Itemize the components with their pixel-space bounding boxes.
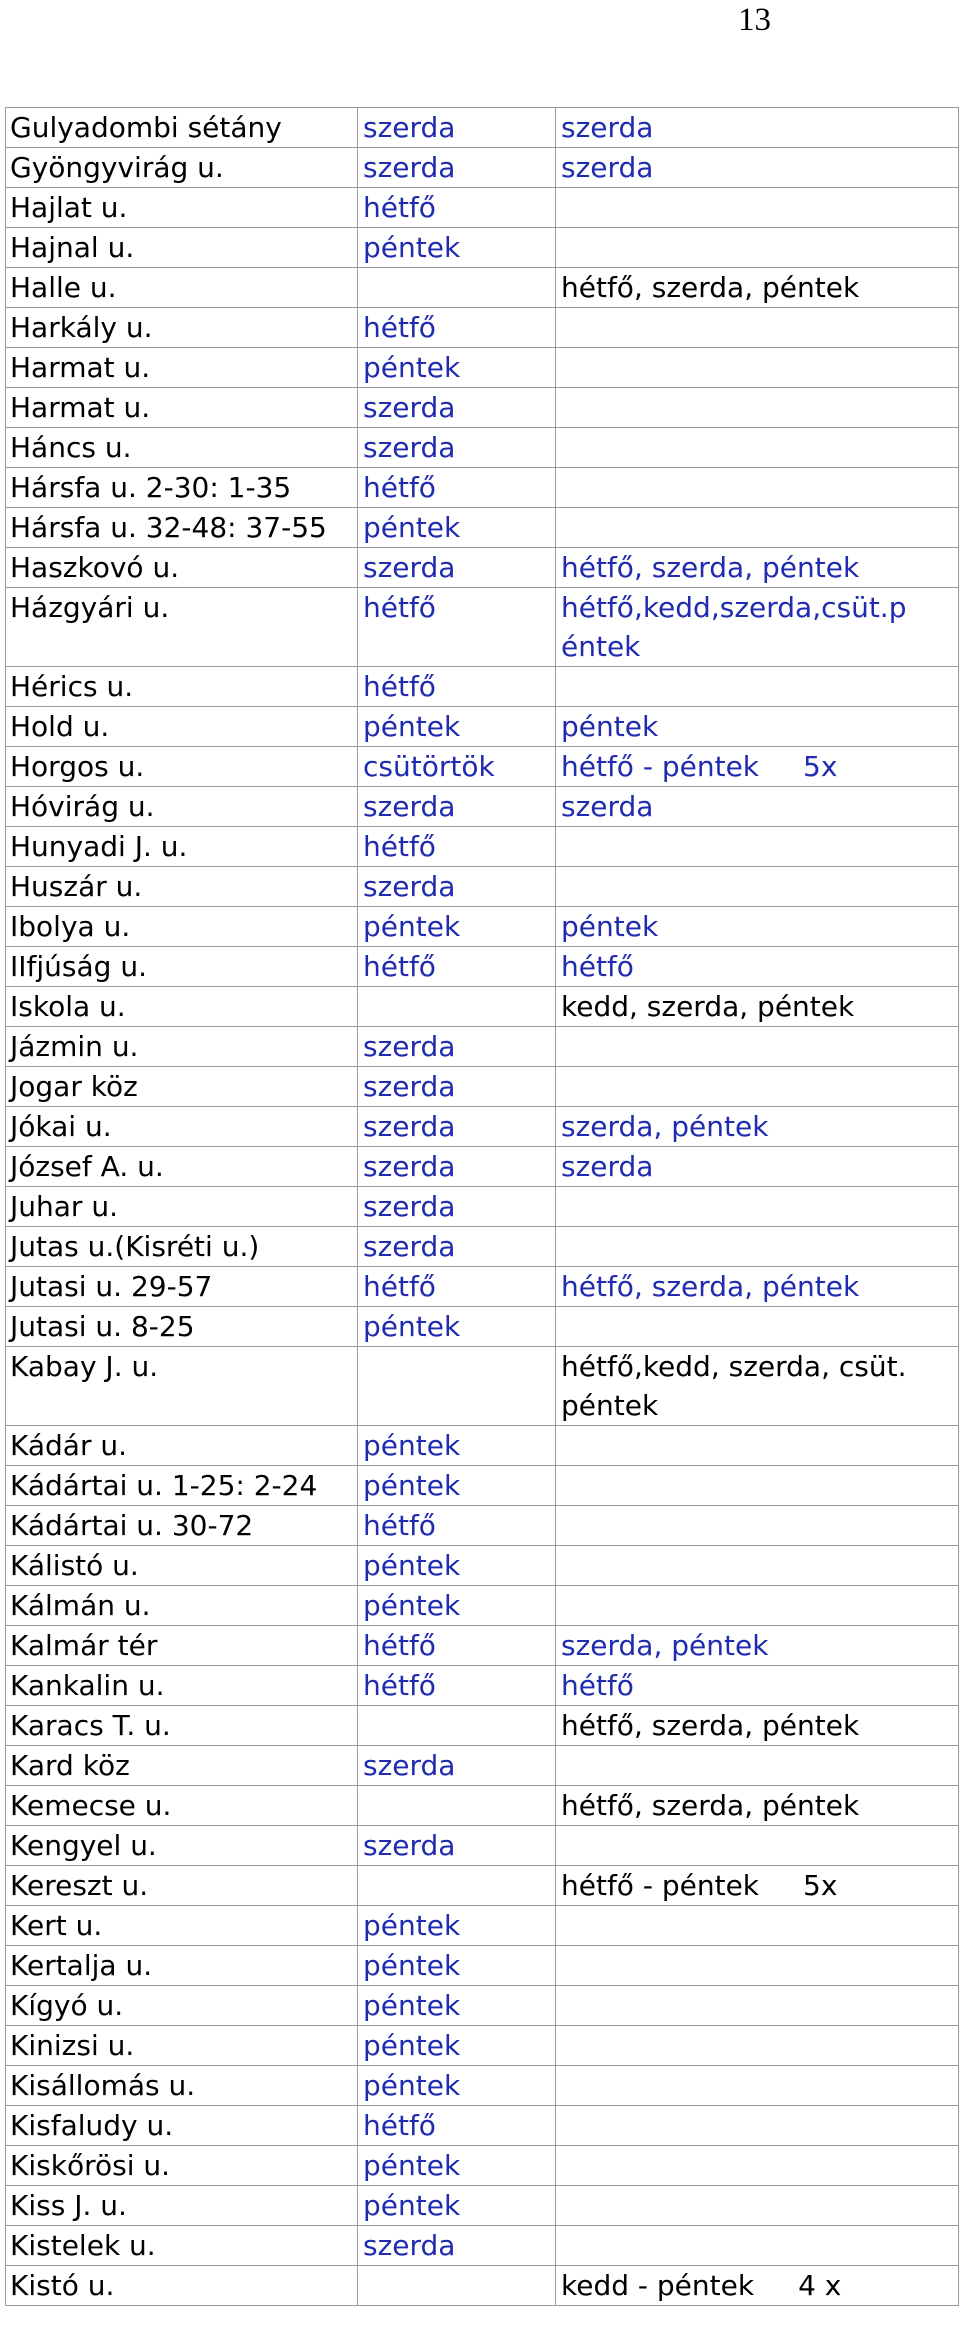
secondary-days-cell <box>556 308 959 348</box>
primary-day-cell: péntek <box>358 1906 556 1946</box>
frequency-note: 4 x <box>798 2269 842 2302</box>
secondary-days-cell <box>556 428 959 468</box>
secondary-days-cell <box>556 1347 959 1426</box>
schedule-body <box>6 108 959 2306</box>
secondary-days-cell <box>556 268 959 308</box>
primary-day-cell: péntek <box>358 2066 556 2106</box>
street-name-cell: Huszár u. <box>6 867 358 907</box>
secondary-days-text: szerda <box>561 790 654 823</box>
table-row <box>6 2186 959 2226</box>
secondary-days-text: hétfő, szerda, péntek <box>561 271 860 304</box>
table-row <box>6 827 959 867</box>
street-name-cell: Gyöngyvirág u. <box>6 148 358 188</box>
primary-day-cell <box>358 1706 556 1746</box>
secondary-days-cell <box>556 2026 959 2066</box>
secondary-days-cell <box>556 1866 959 1906</box>
street-name-cell: Hóvirág u. <box>6 787 358 827</box>
table-row <box>6 1746 959 1786</box>
secondary-days-cell <box>556 1786 959 1826</box>
street-name-cell: Jázmin u. <box>6 1027 358 1067</box>
secondary-days-cell <box>556 667 959 707</box>
secondary-days-text: szerda <box>561 1150 654 1183</box>
primary-day-cell: szerda <box>358 2226 556 2266</box>
secondary-days-cell <box>556 108 959 148</box>
secondary-days-cell <box>556 1946 959 1986</box>
secondary-days-cell <box>556 707 959 747</box>
secondary-days-text: hétfő - péntek <box>561 1869 760 1902</box>
secondary-days-cell <box>556 228 959 268</box>
street-name-cell: Horgos u. <box>6 747 358 787</box>
primary-day-cell: szerda <box>358 1187 556 1227</box>
table-row <box>6 1946 959 1986</box>
secondary-days-cell <box>556 1626 959 1666</box>
table-row <box>6 2026 959 2066</box>
street-name-cell: Hajlat u. <box>6 188 358 228</box>
primary-day-cell: hétfő <box>358 1506 556 1546</box>
secondary-days-text: hétfő, szerda, péntek <box>561 1270 860 1303</box>
street-name-cell: Jutasi u. 8-25 <box>6 1307 358 1347</box>
table-row <box>6 1267 959 1307</box>
primary-day-cell: hétfő <box>358 588 556 667</box>
street-name-cell: Kistó u. <box>6 2266 358 2306</box>
secondary-days-text: kedd - péntek <box>561 2269 755 2302</box>
primary-day-cell: hétfő <box>358 468 556 508</box>
street-name-cell: Ibolya u. <box>6 907 358 947</box>
street-name-cell: Kereszt u. <box>6 1866 358 1906</box>
table-row <box>6 1067 959 1107</box>
street-name-cell: Jutasi u. 29-57 <box>6 1267 358 1307</box>
street-name-cell: Kertalja u. <box>6 1946 358 1986</box>
street-name-cell: Kalmár tér <box>6 1626 358 1666</box>
secondary-days-cell <box>556 2066 959 2106</box>
street-name-cell: Hérics u. <box>6 667 358 707</box>
street-name-cell: Juhar u. <box>6 1187 358 1227</box>
secondary-days-cell <box>556 1187 959 1227</box>
street-name-cell: Kálistó u. <box>6 1546 358 1586</box>
street-name-cell: Kádártai u. 1-25: 2-24 <box>6 1466 358 1506</box>
street-name-cell: József A. u. <box>6 1147 358 1187</box>
table-row <box>6 1826 959 1866</box>
secondary-days-text: hétfő - péntek <box>561 750 760 783</box>
secondary-days-cell <box>556 2146 959 2186</box>
primary-day-cell: szerda <box>358 1067 556 1107</box>
primary-day-cell: hétfő <box>358 2106 556 2146</box>
primary-day-cell: péntek <box>358 1307 556 1347</box>
table-row <box>6 1906 959 1946</box>
table-row <box>6 987 959 1027</box>
primary-day-cell: hétfő <box>358 1626 556 1666</box>
table-row <box>6 1347 959 1426</box>
street-name-cell: Kádár u. <box>6 1426 358 1466</box>
frequency-note: 5x <box>803 1869 838 1902</box>
street-name-cell: Harmat u. <box>6 348 358 388</box>
table-row <box>6 1107 959 1147</box>
primary-day-cell: szerda <box>358 1826 556 1866</box>
primary-day-cell: péntek <box>358 907 556 947</box>
secondary-days-cell <box>556 1906 959 1946</box>
secondary-days-cell <box>556 867 959 907</box>
secondary-days-cell <box>556 1107 959 1147</box>
primary-day-cell: szerda <box>358 428 556 468</box>
secondary-days-text: szerda, péntek <box>561 1110 769 1143</box>
table-row <box>6 108 959 148</box>
primary-day-cell: hétfő <box>358 667 556 707</box>
table-row <box>6 2266 959 2306</box>
table-row <box>6 667 959 707</box>
secondary-days-cell <box>556 1746 959 1786</box>
secondary-days-cell <box>556 1426 959 1466</box>
street-name-cell: Kistelek u. <box>6 2226 358 2266</box>
street-name-cell: Kiss J. u. <box>6 2186 358 2226</box>
table-row <box>6 947 959 987</box>
primary-day-cell: hétfő <box>358 827 556 867</box>
secondary-days-cell <box>556 827 959 867</box>
primary-day-cell: hétfő <box>358 947 556 987</box>
secondary-days-cell <box>556 1307 959 1347</box>
street-name-cell: Kengyel u. <box>6 1826 358 1866</box>
secondary-days-cell <box>556 1027 959 1067</box>
primary-day-cell <box>358 2266 556 2306</box>
table-row <box>6 1546 959 1586</box>
secondary-days-text: hétfő <box>561 1669 634 1702</box>
primary-day-cell: péntek <box>358 2146 556 2186</box>
table-row <box>6 1426 959 1466</box>
primary-day-cell: péntek <box>358 2186 556 2226</box>
table-row <box>6 1586 959 1626</box>
primary-day-cell: szerda <box>358 108 556 148</box>
table-row <box>6 747 959 787</box>
street-name-cell: Házgyári u. <box>6 588 358 667</box>
primary-day-cell <box>358 268 556 308</box>
table-row <box>6 907 959 947</box>
street-name-cell: Karacs T. u. <box>6 1706 358 1746</box>
secondary-days-cell <box>556 2106 959 2146</box>
secondary-days-text: szerda <box>561 111 654 144</box>
table-row <box>6 1866 959 1906</box>
table-row <box>6 268 959 308</box>
table-row <box>6 588 959 667</box>
primary-day-cell: hétfő <box>358 188 556 228</box>
primary-day-cell: péntek <box>358 1546 556 1586</box>
table-row <box>6 308 959 348</box>
table-row <box>6 1666 959 1706</box>
secondary-days-cell <box>556 1666 959 1706</box>
primary-day-cell <box>358 987 556 1027</box>
secondary-days-cell <box>556 2266 959 2306</box>
secondary-days-cell <box>556 148 959 188</box>
table-row <box>6 508 959 548</box>
secondary-days-cell <box>556 548 959 588</box>
primary-day-cell: péntek <box>358 1946 556 1986</box>
secondary-days-text: szerda <box>561 151 654 184</box>
street-name-cell: Kabay J. u. <box>6 1347 358 1426</box>
secondary-days-cell <box>556 1986 959 2026</box>
secondary-days-text: hétfő, szerda, péntek <box>561 551 860 584</box>
secondary-days-cell <box>556 1506 959 1546</box>
table-row <box>6 2106 959 2146</box>
collection-schedule-table <box>5 107 959 2306</box>
table-row <box>6 1506 959 1546</box>
table-row <box>6 1626 959 1666</box>
primary-day-cell: csütörtök <box>358 747 556 787</box>
street-name-cell: Iskola u. <box>6 987 358 1027</box>
secondary-days-cell <box>556 1586 959 1626</box>
table-row <box>6 787 959 827</box>
primary-day-cell: szerda <box>358 787 556 827</box>
street-name-cell: Hársfa u. 32-48: 37-55 <box>6 508 358 548</box>
primary-day-cell: szerda <box>358 1147 556 1187</box>
secondary-days-cell <box>556 388 959 428</box>
secondary-days-cell <box>556 588 959 667</box>
primary-day-cell: hétfő <box>358 1267 556 1307</box>
secondary-days-text: hétfő <box>561 950 634 983</box>
secondary-days-cell <box>556 947 959 987</box>
street-name-cell: Kígyó u. <box>6 1986 358 2026</box>
primary-day-cell: szerda <box>358 388 556 428</box>
primary-day-cell: szerda <box>358 867 556 907</box>
street-name-cell: Kiskőrösi u. <box>6 2146 358 2186</box>
secondary-days-text: hétfő, szerda, péntek <box>561 1709 860 1742</box>
table-row <box>6 2066 959 2106</box>
street-name-cell: Kádártai u. 30-72 <box>6 1506 358 1546</box>
street-name-cell: Kálmán u. <box>6 1586 358 1626</box>
primary-day-cell: szerda <box>358 1746 556 1786</box>
primary-day-cell: péntek <box>358 2026 556 2066</box>
street-name-cell: Hunyadi J. u. <box>6 827 358 867</box>
street-name-cell: Hársfa u. 2-30: 1-35 <box>6 468 358 508</box>
primary-day-cell: péntek <box>358 1586 556 1626</box>
page-number: 13 <box>738 2 771 38</box>
secondary-days-text: hétfő,kedd, szerda, csüt. péntek <box>561 1350 907 1422</box>
primary-day-cell <box>358 1347 556 1426</box>
primary-day-cell: péntek <box>358 508 556 548</box>
table-row <box>6 348 959 388</box>
table-row <box>6 388 959 428</box>
street-name-cell: Kemecse u. <box>6 1786 358 1826</box>
table-row <box>6 148 959 188</box>
table-row <box>6 1706 959 1746</box>
primary-day-cell: péntek <box>358 707 556 747</box>
street-name-cell: Hajnal u. <box>6 228 358 268</box>
street-name-cell: Jutas u.(Kisréti u.) <box>6 1227 358 1267</box>
table-row <box>6 1307 959 1347</box>
street-name-cell: Jókai u. <box>6 1107 358 1147</box>
secondary-days-text: kedd, szerda, péntek <box>561 990 855 1023</box>
secondary-days-cell <box>556 468 959 508</box>
primary-day-cell: szerda <box>358 1027 556 1067</box>
street-name-cell: Harmat u. <box>6 388 358 428</box>
table-row <box>6 428 959 468</box>
secondary-days-cell <box>556 1826 959 1866</box>
table-row <box>6 1147 959 1187</box>
table-row <box>6 1986 959 2026</box>
frequency-note: 5x <box>803 750 838 783</box>
primary-day-cell: szerda <box>358 148 556 188</box>
street-name-cell: Kisfaludy u. <box>6 2106 358 2146</box>
secondary-days-cell <box>556 747 959 787</box>
primary-day-cell <box>358 1866 556 1906</box>
street-name-cell: Kisállomás u. <box>6 2066 358 2106</box>
table-row <box>6 548 959 588</box>
secondary-days-cell <box>556 508 959 548</box>
secondary-days-cell <box>556 2226 959 2266</box>
street-name-cell: Haszkovó u. <box>6 548 358 588</box>
table-row <box>6 468 959 508</box>
secondary-days-cell <box>556 1546 959 1586</box>
street-name-cell: Halle u. <box>6 268 358 308</box>
secondary-days-cell <box>556 1067 959 1107</box>
table-row <box>6 1027 959 1067</box>
secondary-days-cell <box>556 1466 959 1506</box>
primary-day-cell: péntek <box>358 348 556 388</box>
street-name-cell: Háncs u. <box>6 428 358 468</box>
secondary-days-text: péntek <box>561 910 659 943</box>
primary-day-cell: hétfő <box>358 308 556 348</box>
secondary-days-cell <box>556 907 959 947</box>
table-row <box>6 867 959 907</box>
secondary-days-cell <box>556 787 959 827</box>
street-name-cell: Jogar köz <box>6 1067 358 1107</box>
secondary-days-text: hétfő, szerda, péntek <box>561 1789 860 1822</box>
table-row <box>6 1466 959 1506</box>
table-row <box>6 707 959 747</box>
table-row <box>6 1786 959 1826</box>
primary-day-cell: szerda <box>358 548 556 588</box>
table-row <box>6 2146 959 2186</box>
table-row <box>6 1227 959 1267</box>
street-name-cell: Kankalin u. <box>6 1666 358 1706</box>
secondary-days-cell <box>556 1267 959 1307</box>
street-name-cell: Kard köz <box>6 1746 358 1786</box>
secondary-days-cell <box>556 2186 959 2226</box>
secondary-days-cell <box>556 1147 959 1187</box>
primary-day-cell: hétfő <box>358 1666 556 1706</box>
street-name-cell: Kert u. <box>6 1906 358 1946</box>
primary-day-cell: péntek <box>358 228 556 268</box>
secondary-days-cell <box>556 348 959 388</box>
secondary-days-cell <box>556 1706 959 1746</box>
street-name-cell: Kinizsi u. <box>6 2026 358 2066</box>
primary-day-cell: szerda <box>358 1107 556 1147</box>
secondary-days-cell <box>556 1227 959 1267</box>
table-row <box>6 1187 959 1227</box>
secondary-days-text: péntek <box>561 710 659 743</box>
primary-day-cell <box>358 1786 556 1826</box>
secondary-days-text: hétfő,kedd,szerda,csüt.péntek <box>561 591 907 663</box>
table-row <box>6 2226 959 2266</box>
primary-day-cell: péntek <box>358 1986 556 2026</box>
table-row <box>6 228 959 268</box>
primary-day-cell: péntek <box>358 1466 556 1506</box>
primary-day-cell: szerda <box>358 1227 556 1267</box>
street-name-cell: Hold u. <box>6 707 358 747</box>
secondary-days-cell <box>556 188 959 228</box>
table-row <box>6 188 959 228</box>
secondary-days-cell <box>556 987 959 1027</box>
street-name-cell: Harkály u. <box>6 308 358 348</box>
street-name-cell: IIfjúság u. <box>6 947 358 987</box>
street-name-cell: Gulyadombi sétány <box>6 108 358 148</box>
primary-day-cell: péntek <box>358 1426 556 1466</box>
secondary-days-text: szerda, péntek <box>561 1629 769 1662</box>
